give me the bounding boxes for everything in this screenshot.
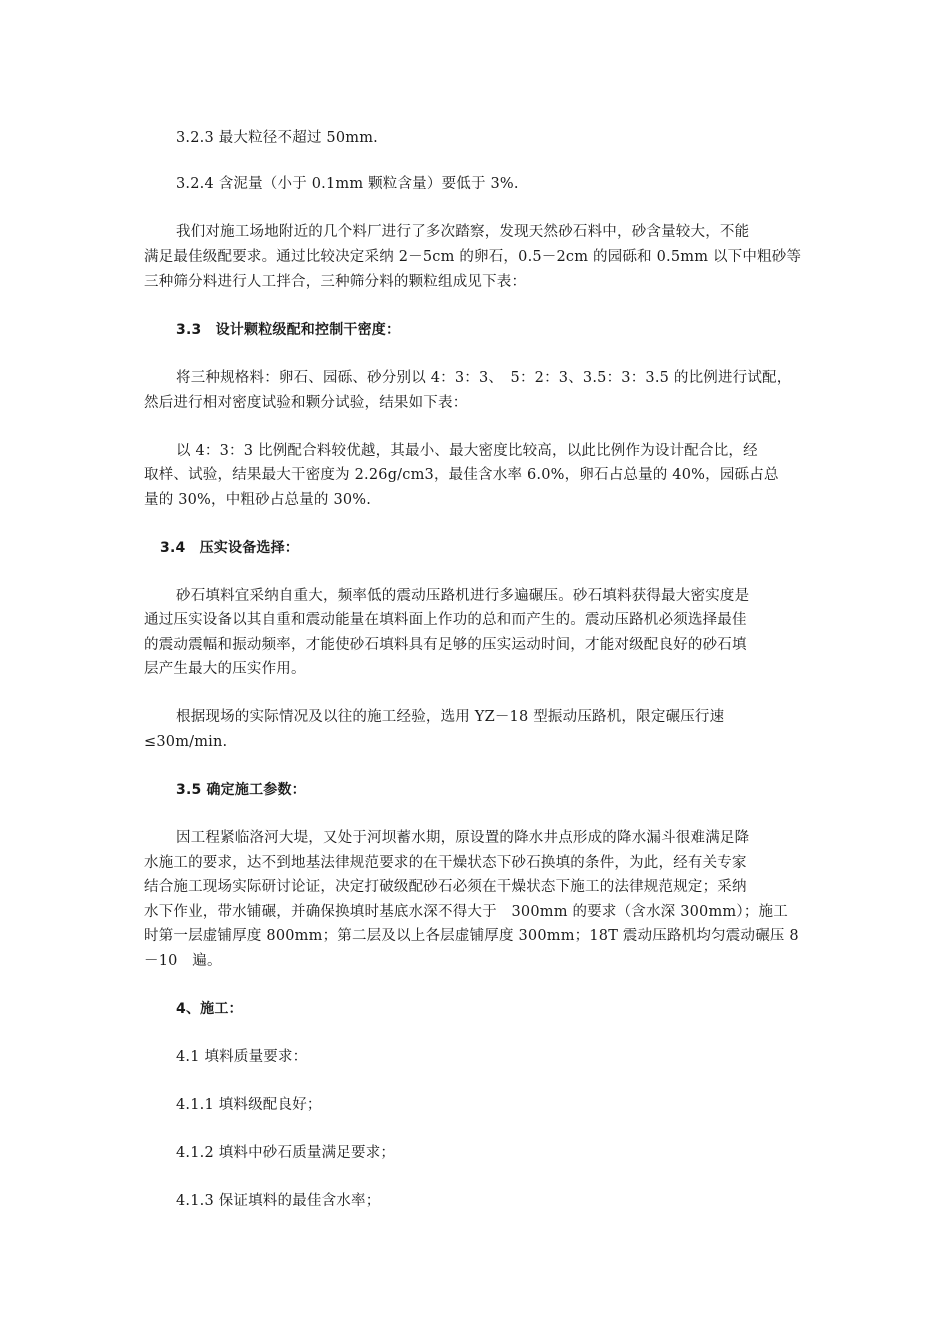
paragraph-line: 以 4：3：3 比例配合料较优越，其最小、最大密度比较高，以此比例作为设计配合比，经 bbox=[176, 443, 758, 459]
paragraph-line: 结合施工现场实际研讨论证，决定打破级配砂石必须在干燥状态下施工的法律规范规定；采纳 bbox=[144, 879, 747, 895]
clause-4-1-3: 4.1.3 保证填料的最佳含水率； bbox=[176, 1193, 381, 1209]
paragraph-line: 我们对施工场地附近的几个料厂进行了多次踏察，发现天然砂石料中，砂含量较大，不能 bbox=[176, 224, 750, 240]
paragraph-line: 砂石填料宜采纳自重大，频率低的震动压路机进行多遍碾压。砂石填料获得最大密实度是 bbox=[176, 588, 750, 604]
clause-4-1-2: 4.1.2 填料中砂石质量满足要求； bbox=[176, 1145, 396, 1161]
paragraph-line: 满足最佳级配要求。通过比较决定采纳 2－5cm 的卵石，0.5－2cm 的园砾和 0.5mm 以下中粗砂等 bbox=[144, 249, 802, 265]
clause-4-1-1: 4.1.1 填料级配良好； bbox=[176, 1097, 322, 1113]
section-heading-4: 4、施工： bbox=[176, 1001, 243, 1017]
paragraph-line: 取样、试验，结果最大干密度为 2.26g/cm3，最佳含水率 6.0%，卵石占总量的 40%，园砾占总 bbox=[144, 467, 779, 483]
paragraph-line: 通过压实设备以其自重和震动能量在填料面上作功的总和而产生的。震动压路机必须选择最佳 bbox=[144, 612, 747, 628]
paragraph-line: 水施工的要求，达不到地基法律规范要求的在干燥状态下砂石换填的条件，为此，经有关专家 bbox=[144, 855, 747, 871]
paragraph-line: ≤30m/min. bbox=[144, 734, 228, 750]
paragraph-line: 的震动震幅和振动频率，才能使砂石填料具有足够的压实运动时间，才能对级配良好的砂石填 bbox=[144, 637, 747, 653]
paragraph-line: 量的 30%，中粗砂占总量的 30%. bbox=[144, 492, 372, 508]
paragraph-line: 层产生最大的压实作用。 bbox=[144, 661, 306, 677]
clause-3-2-4: 3.2.4 含泥量（小于 0.1mm 颗粒含量）要低于 3%. bbox=[176, 176, 519, 192]
paragraph-line: 将三种规格料：卵石、园砾、砂分别以 4：3：3、 5：2：3、3.5：3：3.5 的比例进行试配， bbox=[176, 370, 792, 386]
clause-4-1: 4.1 填料质量要求： bbox=[176, 1049, 308, 1065]
paragraph-line: 三种筛分料进行人工拌合，三种筛分料的颗粒组成见下表： bbox=[144, 274, 527, 290]
paragraph-line: 根据现场的实际情况及以往的施工经验，选用 YZ－18 型振动压路机，限定碾压行速 bbox=[176, 709, 725, 725]
section-heading-3-5: 3.5 确定施工参数： bbox=[176, 782, 306, 798]
paragraph-line: 水下作业，带水铺碾，并确保换填时基底水深不得大于 300mm 的要求（含水深 300mm）；施工 bbox=[144, 904, 788, 920]
section-heading-3-3: 3.3 设计颗粒级配和控制干密度： bbox=[176, 322, 401, 338]
section-heading-3-4: 3.4 压实设备选择： bbox=[160, 540, 300, 556]
paragraph-line: 然后进行相对密度试验和颗分试验，结果如下表： bbox=[144, 395, 468, 411]
paragraph-line: 因工程紧临洛河大堤，又处于河坝蓄水期，原设置的降水井点形成的降水漏斗很难满足降 bbox=[176, 830, 750, 846]
paragraph-line: 时第一层虚铺厚度 800mm；第二层及以上各层虚铺厚度 300mm；18T 震动压路机均匀震动碾压 8 bbox=[144, 928, 799, 944]
clause-3-2-3: 3.2.3 最大粒径不超过 50mm. bbox=[176, 130, 378, 146]
paragraph-line: －10 遍。 bbox=[144, 953, 222, 969]
